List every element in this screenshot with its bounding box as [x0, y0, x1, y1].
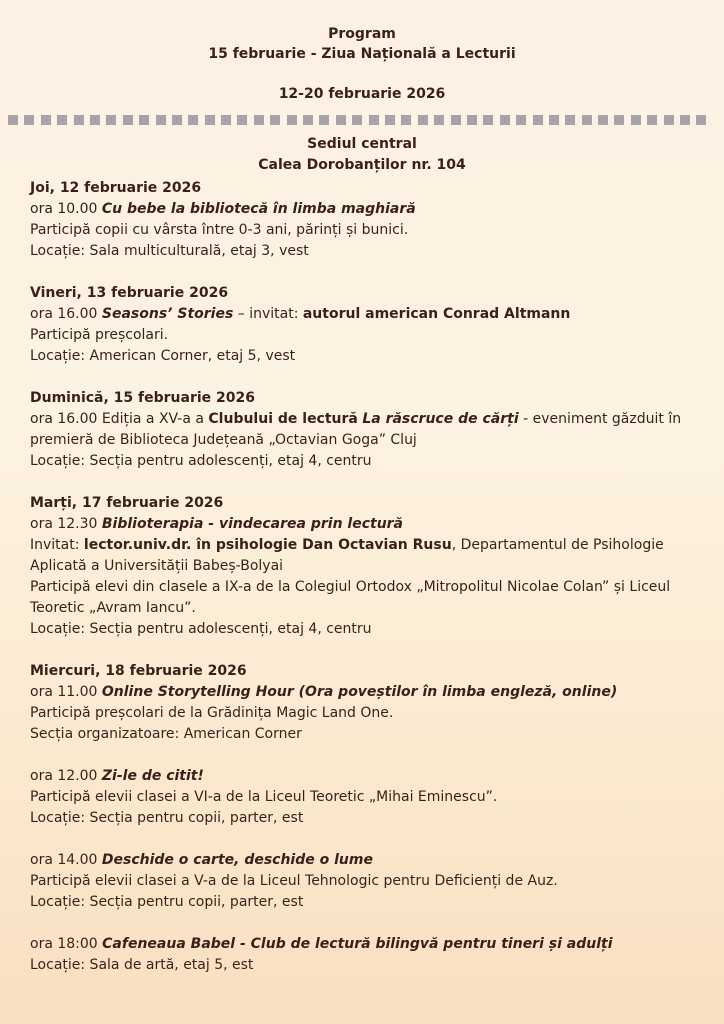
divider-dash [41, 115, 51, 125]
date-range: 12-20 februarie 2026 [278, 86, 446, 102]
event-participants: Participă preșcolari. [30, 327, 169, 343]
event-title: Cu bebe la bibliotecă în limba maghiară [101, 201, 416, 217]
divider-dash [237, 115, 247, 125]
event-guest-line [30, 535, 700, 577]
event-entry [30, 178, 700, 262]
event-day: Duminică, 15 februarie 2026 [30, 390, 255, 406]
guest-affiliation: , Departamentul de Psihologie Aplicată a Universității Babeș-Bolyai [30, 537, 664, 574]
event-organizer: Secția organizatoare: American Corner [30, 726, 302, 742]
venue-header [0, 134, 724, 176]
divider-dash [598, 115, 608, 125]
divider-dash [57, 115, 67, 125]
event-time: ora 18:00 [30, 936, 98, 952]
divider-dash [418, 115, 428, 125]
event-participants: Participă copii cu vârsta între 0-3 ani, părinți și bunici. [30, 222, 409, 238]
divider-dash [451, 115, 461, 125]
dashed-divider [8, 115, 718, 125]
guest-prefix: – invitat: [233, 306, 303, 322]
divider-dash [549, 115, 559, 125]
divider-dash [303, 115, 313, 125]
divider-dash [74, 115, 84, 125]
event-title: Cafeneaua Babel - Club de lectură bilingvă pentru tineri și adulți [102, 936, 613, 952]
program-title: Program [328, 26, 396, 42]
event-time: ora 11.00 [30, 684, 98, 700]
event-location: Locație: Secția pentru adolescenți, etaj 4, centru [30, 621, 372, 637]
divider-dash [483, 115, 493, 125]
divider-dash [369, 115, 379, 125]
event-entry [30, 850, 700, 913]
event-participants: Participă elevi din clasele a IX-a de la Colegiul Ortodox „Mitropolitul Nicolae Colan” și Liceul Teoretic „Avram Iancu”. [30, 579, 671, 616]
divider-dash [188, 115, 198, 125]
divider-dash [467, 115, 477, 125]
event-participants: Participă elevii clasei a VI-a de la Liceul Teoretic „Mihai Eminescu”. [30, 789, 498, 805]
event-time-title [30, 514, 700, 535]
divider-dash [582, 115, 592, 125]
divider-dash [287, 115, 297, 125]
divider-dash [533, 115, 543, 125]
divider-dash [106, 115, 116, 125]
event-location: Locație: American Corner, etaj 5, vest [30, 348, 296, 364]
event-participants: Participă preșcolari de la Grădinița Magic Land One. [30, 705, 394, 721]
event-time-title [30, 850, 700, 871]
event-entry [30, 934, 700, 976]
event-time-title [30, 409, 700, 451]
event-entry [30, 661, 700, 745]
guest-prefix: Invitat: [30, 537, 84, 553]
divider-dash [516, 115, 526, 125]
divider-dash [254, 115, 264, 125]
event-club: Clubului de lectură [208, 411, 358, 427]
event-time: ora 16.00 [30, 306, 98, 322]
event-time-title [30, 199, 700, 220]
event-day: Vineri, 13 februarie 2026 [30, 285, 229, 301]
divider-dash [90, 115, 100, 125]
event-location: Locație: Secția pentru adolescenți, etaj 4, centru [30, 453, 372, 469]
divider-dash [156, 115, 166, 125]
event-entry [30, 766, 700, 829]
divider-dash [172, 115, 182, 125]
divider-dash [680, 115, 690, 125]
event-time: ora 12.30 [30, 516, 98, 532]
divider-dash [221, 115, 231, 125]
event-guest: lector.univ.dr. în psihologie Dan Octavian Rusu [83, 537, 452, 553]
divider-dash [123, 115, 133, 125]
venue-address: Calea Dorobanților nr. 104 [258, 157, 466, 173]
event-entry [30, 493, 700, 640]
event-time-edition: ora 16.00 Ediția a XV-a a [30, 411, 209, 427]
divider-dash [270, 115, 280, 125]
event-guest: autorul american Conrad Altmann [302, 306, 571, 322]
divider-dash [139, 115, 149, 125]
event-description: - eveniment găzduit în premieră de Biblioteca Județeană „Octavian Goga” Cluj [30, 411, 682, 448]
event-day: Miercuri, 18 februarie 2026 [30, 663, 247, 679]
event-time-title [30, 682, 700, 703]
divider-dash [385, 115, 395, 125]
event-entry [30, 283, 700, 367]
divider-dash [8, 115, 18, 125]
divider-dash [631, 115, 641, 125]
divider-dash [336, 115, 346, 125]
event-title: La răscruce de cărți [362, 411, 519, 427]
event-time-title [30, 934, 700, 955]
event-entry [30, 388, 700, 472]
event-title: Zi-le de citit! [101, 768, 204, 784]
event-location: Locație: Secția pentru copii, parter, est [30, 810, 304, 826]
event-title: Seasons’ Stories [101, 306, 234, 322]
event-participants: Participă elevii clasei a V-a de la Liceul Tehnologic pentru Deficienți de Auz. [30, 873, 558, 889]
event-location: Locație: Sala de artă, etaj 5, est [30, 957, 254, 973]
divider-dash [24, 115, 34, 125]
event-title: 15 februarie - Ziua Națională a Lecturii [208, 46, 516, 62]
divider-dash [434, 115, 444, 125]
event-time-title [30, 304, 700, 325]
event-title: Biblioterapia - vindecarea prin lectură [101, 516, 404, 532]
event-location: Locație: Sala multiculturală, etaj 3, vest [30, 243, 309, 259]
program-list [30, 178, 700, 997]
event-day: Marți, 17 februarie 2026 [30, 495, 224, 511]
divider-dash [614, 115, 624, 125]
divider-dash [647, 115, 657, 125]
event-time: ora 14.00 [30, 852, 98, 868]
event-location: Locație: Secția pentru copii, parter, est [30, 894, 304, 910]
event-time-title [30, 766, 700, 787]
divider-dash [500, 115, 510, 125]
divider-dash [401, 115, 411, 125]
event-time: ora 10.00 [30, 201, 98, 217]
divider-dash [696, 115, 706, 125]
event-title: Deschide o carte, deschide o lume [101, 852, 373, 868]
divider-dash [565, 115, 575, 125]
divider-dash [664, 115, 674, 125]
event-title: Online Storytelling Hour (Ora poveștilor în limba engleză, online) [101, 684, 618, 700]
event-day: Joi, 12 februarie 2026 [30, 180, 202, 196]
divider-dash [352, 115, 362, 125]
venue-title: Sediul central [307, 136, 417, 152]
divider-dash [205, 115, 215, 125]
event-time: ora 12.00 [30, 768, 98, 784]
divider-dash [319, 115, 329, 125]
page-header [0, 24, 724, 104]
